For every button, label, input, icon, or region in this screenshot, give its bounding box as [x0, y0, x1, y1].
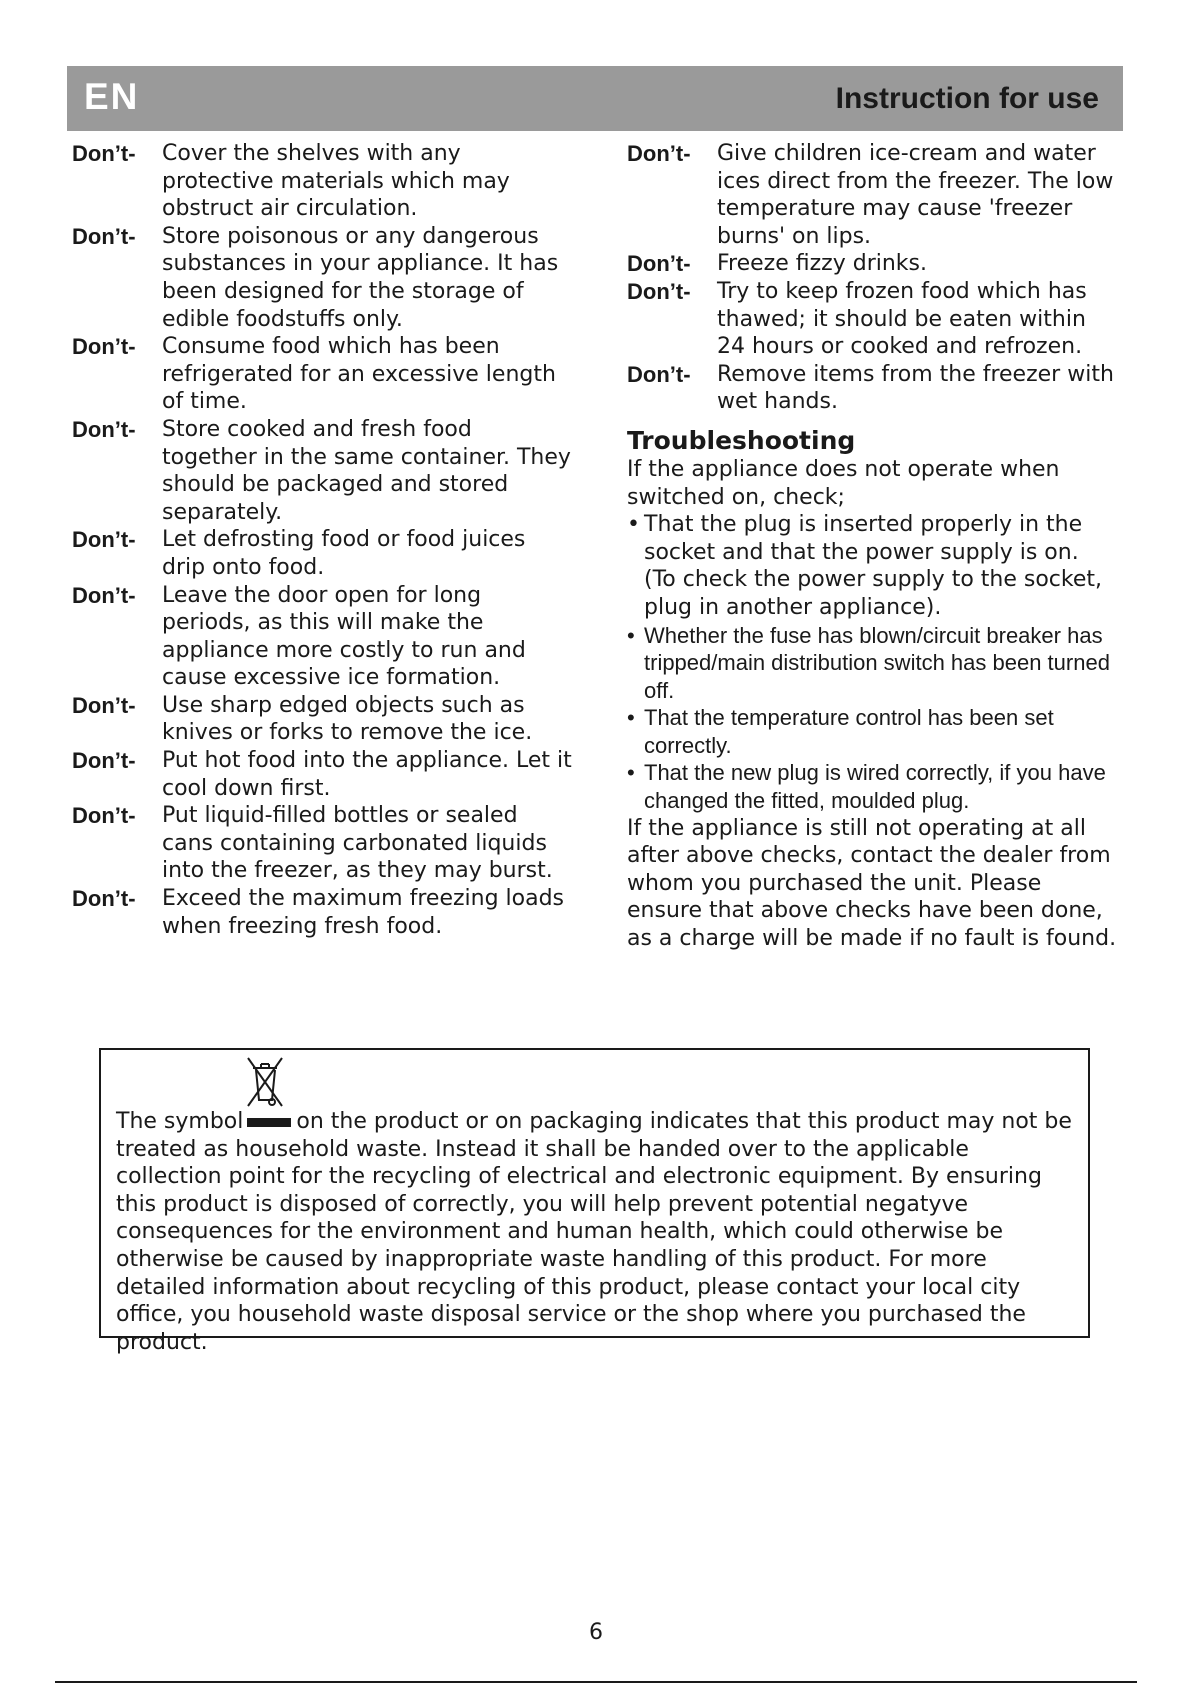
left-column — [72, 140, 572, 940]
dont-item — [627, 278, 1117, 361]
bullet-text: That the new plug is wired correctly, if you have changed the fitted, moulded plug. — [644, 760, 1106, 814]
bullet-mark: • — [627, 705, 635, 731]
troubleshooting-bullet — [627, 511, 1117, 621]
dont-text: Let defrosting food or food juices drip onto food. — [162, 527, 526, 580]
dont-item — [627, 250, 1117, 278]
troubleshooting-bullet — [627, 759, 1117, 814]
bullet-text: That the temperature control has been set correctly. — [644, 705, 1054, 758]
bullet-mark: • — [627, 622, 635, 648]
dont-item — [72, 526, 572, 581]
dont-label: Don’t- — [72, 223, 136, 249]
dont-label: Don’t- — [72, 527, 136, 553]
dont-item — [72, 582, 572, 692]
dont-label: Don’t- — [72, 748, 136, 774]
dont-label: Don’t- — [627, 278, 691, 304]
dont-label: Don’t- — [627, 141, 691, 166]
dont-label: Don’t- — [627, 251, 691, 277]
dont-item — [72, 802, 572, 885]
dont-label: Don’t- — [72, 334, 136, 360]
notice-text-start: The symbol — [116, 1109, 244, 1134]
header-bar — [67, 66, 1123, 131]
troubleshooting-heading: Troubleshooting — [627, 425, 856, 455]
dont-text: Store poisonous or any dangerous substances in your appliance. It has been designed for the storage of edible foodstuffs only. — [162, 223, 559, 332]
troubleshooting-intro: If the appliance does not operate when switched on, check; — [627, 456, 1060, 510]
dont-item — [72, 747, 572, 802]
dont-text: Exceed the maximum freezing loads when freezing fresh food. — [162, 886, 565, 939]
dont-item — [72, 140, 572, 223]
bullet-mark: • — [627, 512, 640, 538]
dont-text: Consume food which has been refrigerated for an excessive length of time. — [162, 334, 556, 415]
dont-item — [72, 885, 572, 940]
dont-label: Don’t- — [72, 582, 136, 608]
dont-text: Store cooked and fresh food together in the same container. They should be packaged and stored separately. — [162, 416, 571, 525]
language-code: EN — [84, 76, 140, 117]
dont-item — [72, 223, 572, 333]
page-number: 6 — [589, 1620, 603, 1645]
dont-text: Give children ice-cream and water ices direct from the freezer. The low temperature may cause 'freezer burns' on lips. — [717, 141, 1114, 249]
bullet-text: That the plug is inserted properly in the socket and that the power supply is on. (To check the power supply to the socket, plug in another appliance). — [644, 512, 1102, 620]
dont-text: Leave the door open for long periods, as this will make the appliance more costly to run and cause excessive ice formation. — [162, 582, 526, 691]
dont-label: Don’t- — [72, 692, 136, 718]
dont-item — [72, 416, 572, 526]
troubleshooting-bullet — [627, 622, 1117, 705]
bullet-mark: • — [627, 760, 635, 786]
dont-text: Freeze fizzy drinks. — [717, 251, 927, 277]
dont-label: Don’t- — [72, 141, 136, 166]
dont-item — [627, 140, 1117, 250]
bullet-text: Whether the fuse has blown/circuit breaker has tripped/main distribution switch has been turned off. — [644, 622, 1110, 703]
dont-label: Don’t- — [627, 361, 691, 387]
dont-item — [72, 692, 572, 747]
dont-text: Put hot food into the appliance. Let it cool down first. — [162, 748, 572, 801]
dont-item — [627, 361, 1117, 416]
dont-text: Use sharp edged objects such as knives or forks to remove the ice. — [162, 692, 533, 746]
weee-notice-text — [116, 1108, 1081, 1356]
troubleshooting-bullet — [627, 704, 1117, 759]
dont-label: Don’t- — [72, 803, 136, 829]
dont-item — [72, 333, 572, 416]
footer-rule — [55, 1681, 1137, 1683]
troubleshooting-closing: If the appliance is still not operating at all after above checks, contact the dealer from whom you purchased the unit. Please ensure that above checks have been done, as a charge will be made if no fault is found. — [627, 815, 1117, 952]
dont-text: Cover the shelves with any protective materials which may obstruct air circulation. — [162, 141, 510, 222]
dont-label: Don’t- — [72, 416, 136, 442]
crossed-out-wheelie-bin-icon — [245, 1056, 285, 1114]
dont-label: Don’t- — [72, 886, 136, 912]
notice-text-rest: on the product or on packaging indicates that this product may not be treated as household waste. Instead it shall be handed over to the applicable collection point for the recycling of electrical and electronic equipment. By ensuring this product is disposed of correctly, you will help prevent potential negatyve consequences for the environment and human health, which could otherwise be otherwise be caused by inappropriate waste handling of this product. For more detailed information about recycling of this product, please contact your local city office, you household waste disposal service or the shop where you purchased the product. — [116, 1109, 1072, 1355]
page-title: Instruction for use — [835, 82, 1099, 115]
dont-text: Put liquid-filled bottles or sealed cans containing carbonated liquids into the freezer, as they may burst. — [162, 803, 553, 884]
dont-text: Try to keep frozen food which has thawed; it should be eaten within 24 hours or cooked and refrozen. — [717, 278, 1087, 360]
weee-notice-box — [99, 1048, 1090, 1355]
right-column — [627, 140, 1117, 953]
dont-text: Remove items from the freezer with wet hands. — [717, 361, 1114, 415]
solid-bar-icon — [247, 1118, 291, 1127]
